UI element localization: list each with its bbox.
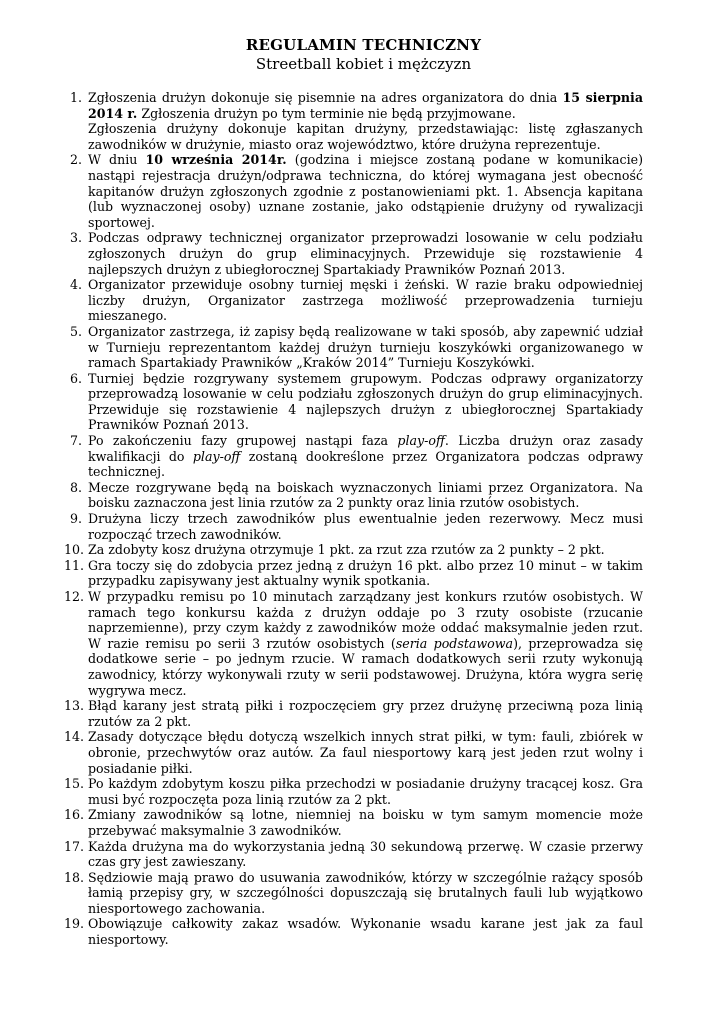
rule-text: . Liczba drużyn oraz zasady kwalifikacji do (88, 433, 643, 464)
rule-number: 19. (64, 916, 85, 932)
rule-number: 4. (69, 277, 82, 293)
rule-number: 10. (64, 542, 85, 558)
rule-text: (godzina i miejsce zostaną podane w komunikacie) nastąpi rejestracja drużyn/odprawa techniczna, do której wymagana jest obecność kapitanów drużyn zgłoszonych zgodnie z postanowieniami pkt. 1. Absencja kapitana (lub wyznaczonej osoby) uznane zostanie, jako odstąpienie drużyny od rywalizacji sportowej. (88, 152, 643, 230)
rule-item (69, 479, 643, 511)
rule-paragraph: Podczas odprawy technicznej organizator przeprowadzi losowanie w celu podziału zgłoszonych drużyn do grup eliminacyjnych. Przewiduje się rozstawienie 4 najlepszych drużyn z ubiegłorocznej Spartakiady Prawników Poznań 2013. (88, 230, 643, 277)
rule-item (64, 698, 643, 729)
rule-item (69, 433, 643, 480)
rule-text: Zgłoszenia drużyn dokonuje się pisemnie na adres organizatora do dnia (88, 90, 563, 105)
rule-item (64, 776, 643, 807)
rule-number: 2. (69, 152, 82, 168)
rule-item (64, 542, 643, 558)
rule-item (69, 370, 643, 433)
rule-number: 18. (64, 869, 85, 885)
rule-term: play-off (397, 433, 445, 449)
rule-paragraph: Organizator przewiduje osobny turniej męski i żeński. W razie braku odpowiedniej liczby drużyn, Organizator zastrzega możliwość przeprowadzenia turnieju mieszanego. (88, 277, 643, 324)
document-subtitle: Streetball kobiet i mężczyzn (255, 55, 472, 73)
rule-item (64, 916, 643, 948)
rule-paragraph (88, 90, 643, 121)
rule-date: 10 września 2014r. (145, 152, 287, 168)
rule-paragraph: Drużyna liczy trzech zawodników plus ewentualnie jeden rezerwowy. Mecz musi rozpocząć trzech zawodników. (88, 511, 643, 542)
rule-text: W dniu (88, 152, 146, 168)
rule-paragraph (88, 433, 643, 480)
rule-number: 11. (64, 557, 85, 573)
rule-number: 17. (64, 838, 85, 854)
rule-item (64, 807, 643, 838)
rule-paragraph: Zasady dotyczące błędu dotyczą wszelkich innych strat piłki, w tym: fauli, zbiórek w obronie, przechwytów oraz autów. Za faul niesportowy karą jest jeden rzut wolny i posiadanie piłki. (88, 729, 643, 776)
rule-paragraph (88, 589, 643, 698)
rule-text: Zgłoszenia drużyn po tym terminie nie będą przyjmowane. (137, 105, 516, 121)
rule-number: 5. (69, 323, 82, 339)
rule-number: 1. (69, 90, 82, 105)
rule-number: 3. (69, 230, 82, 246)
rule-item (64, 869, 643, 917)
rule-paragraph: Błąd karany jest stratą piłki i rozpoczęciem gry przez drużynę przeciwną poza linią rzutów za 2 pkt. (88, 698, 643, 729)
rule-item (69, 277, 643, 324)
rule-item (64, 557, 643, 589)
rule-number: 13. (64, 698, 85, 714)
rule-number: 12. (64, 589, 85, 604)
rule-item (69, 230, 643, 277)
rule-paragraph (88, 152, 643, 230)
rule-text: Po zakończeniu fazy grupowej nastąpi faza (88, 433, 398, 449)
rule-item (69, 152, 643, 230)
rule-number: 14. (64, 729, 85, 745)
rule-paragraph: Każda drużyna ma do wykorzystania jedną 30 sekundową przerwę. W czasie przerwy czas gry jest zawieszany. (88, 838, 643, 870)
rule-item (64, 729, 643, 776)
rule-paragraph: Po każdym zdobytym koszu piłka przechodzi w posiadanie drużyny tracącej kosz. Gra musi być rozpoczęta poza linią rzutów za 2 pkt. (88, 776, 643, 807)
rule-item (69, 323, 643, 371)
rule-number: 9. (69, 511, 82, 527)
rule-item (64, 838, 643, 870)
rules-list (64, 90, 643, 948)
rule-paragraph: Zgłoszenia drużyny dokonuje kapitan drużyny, przedstawiając: listę zgłaszanych zawodników w drużynie, miasto oraz województwo, które drużyna reprezentuje. (88, 121, 643, 152)
rule-paragraph: Obowiązuje całkowity zakaz wsadów. Wykonanie wsadu karane jest jak za faul niesportowy. (88, 916, 643, 948)
rule-text: zostaną dookreślone przez Organizatora podczas odprawy technicznej. (88, 448, 643, 480)
rule-number: 6. (69, 370, 82, 386)
rule-paragraph: Za zdobyty kosz drużyna otrzymuje 1 pkt. za rzut zza rzutów za 2 punkty – 2 pkt. (88, 542, 605, 558)
rule-paragraph: Gra toczy się do zdobycia przez jedną z drużyn 16 pkt. albo przez 10 minut – w takim przypadku zapisywany jest aktualny wynik spotkania. (88, 557, 643, 589)
rule-paragraph: Turniej będzie rozgrywany systemem grupowym. Podczas odprawy organizatorzy przeprowadzą losowanie w celu podziału zgłoszonych drużyn do grup eliminacyjnych. Przewiduje się rozstawienie 4 najlepszych drużyn z ubiegłorocznej Spartakiady Prawników Poznań 2013. (88, 370, 643, 433)
rule-text: ), przeprowadza się dodatkowe serie – po jednym rzucie. W ramach dodatkowych serii rzuty wykonują zawodnicy, którzy wykonywali rzuty w serii podstawowej. Drużyna, która wygra serię wygrywa mecz. (88, 635, 643, 698)
rule-paragraph: Sędziowie mają prawo do usuwania zawodników, którzy w szczególnie rażący sposób łamią przepisy gry, w szczególności dopuszczają się brutalnych fauli lub wyjątkowo niesportowego zachowania. (88, 869, 643, 916)
rule-text: W przypadku remisu po 10 minutach zarządzany jest konkurs rzutów osobistych. W ramach tego konkursu każda z drużyn oddaje po 3 rzuty osobiste (rzucanie naprzemienne), przy czym każdy z zawodników może oddać maksymalnie jeden rzut. W razie remisu po serii 3 rzutów osobistych ( (88, 589, 643, 651)
rule-number: 15. (64, 776, 85, 792)
rule-term: seria podstawowa (395, 635, 514, 651)
rule-item (64, 589, 643, 698)
rule-number: 16. (64, 807, 85, 823)
document-title: REGULAMIN TECHNICZNY (245, 36, 482, 54)
rule-paragraph: Mecze rozgrywane będą na boiskach wyznaczonych liniami przez Organizatora. Na boisku zaznaczona jest linia rzutów za 2 punkty oraz linia rzutów osobistych. (88, 479, 643, 511)
rule-term: play-off (192, 448, 241, 464)
rule-paragraph: Organizator zastrzega, iż zapisy będą realizowane w taki sposób, aby zapewnić udział w Turnieju reprezentantom każdej drużyn turnieju koszykówki organizowanego w ramach Spartakiady Prawników „Kraków 2014” Turnieju Koszykówki. (88, 323, 643, 371)
rule-number: 8. (69, 479, 82, 495)
rule-item (69, 90, 643, 152)
rule-item (69, 511, 643, 542)
rule-date: 15 sierpnia 2014 r. (88, 90, 643, 121)
rule-number: 7. (69, 433, 82, 449)
rule-paragraph: Zmiany zawodników są lotne, niemniej na boisku w tym samym momencie może przebywać maksymalnie 3 zawodników. (88, 807, 643, 838)
